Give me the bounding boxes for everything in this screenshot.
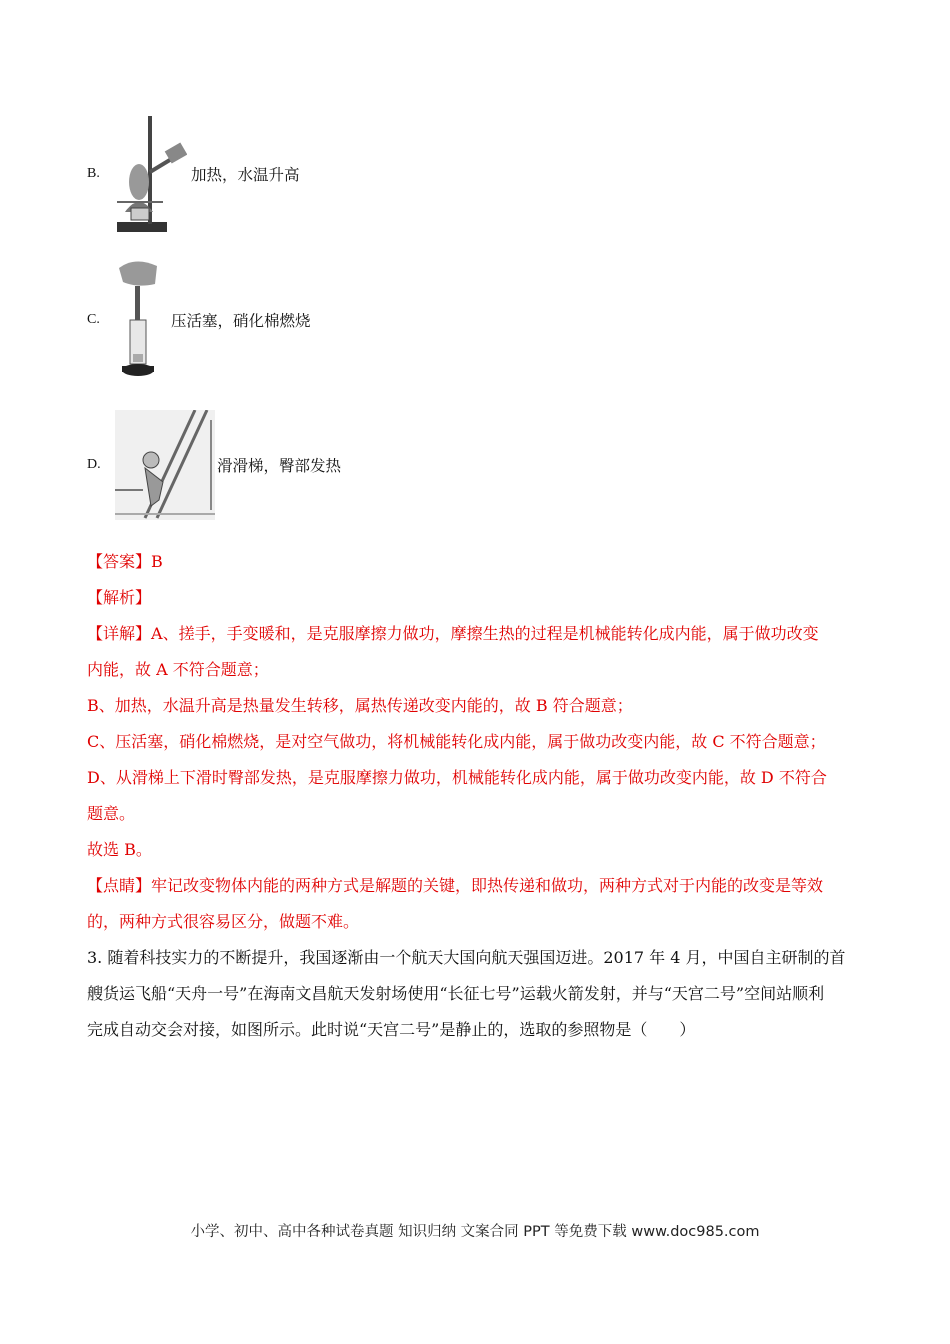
detail-line-6: 题意。 <box>87 804 136 823</box>
option-c-text: 压活塞，硝化棉燃烧 <box>171 312 311 330</box>
answer-tag: 【答案】 <box>87 552 152 571</box>
question3-line-1: 3. 随着科技实力的不断提升，我国逐渐由一个航天大国向航天强国迈进。2017 年 4 月，中国自主研制的首 <box>87 948 846 967</box>
analysis-heading: 【解析】 <box>87 588 152 607</box>
detail-text-1: A、搓手，手变暖和，是克服摩擦力做功，摩擦生热的过程是机械能转化成内能，属于做功改变 <box>151 624 819 643</box>
detail-line-3: B、加热，水温升高是热量发生转移，属热传递改变内能的，故 B 符合题意； <box>87 696 633 715</box>
question3-line-2: 艘货运飞船“天舟一号”在海南文昌航天发射场使用“长征七号”运载火箭发射，并与“天宫二号”空间站顺利 <box>87 984 825 1003</box>
option-b-text: 加热，水温升高 <box>191 166 300 184</box>
option-b-letter: B. <box>87 166 100 181</box>
answer-value: B <box>151 552 163 571</box>
option-b <box>87 112 300 236</box>
detail-line-2: 内能，故 A 不符合题意； <box>87 660 269 679</box>
question3-line-3: 完成自动交会对接，如图所示。此时说“天宫二号”是静止的，选取的参照物是（ ） <box>87 1020 696 1039</box>
detail-conclusion: 故选 B。 <box>87 840 152 859</box>
piston-cylinder-image <box>115 258 161 382</box>
detail-line-5: D、从滑梯上下滑时臀部发热，是克服摩擦力做功，机械能转化成内能，属于做功改变内能，故 D 不符合 <box>87 768 827 787</box>
option-d-letter: D. <box>87 457 101 472</box>
option-c <box>87 258 311 382</box>
slide-image <box>115 410 215 520</box>
option-d <box>87 410 341 520</box>
option-c-letter: C. <box>87 312 100 327</box>
option-d-text: 滑滑梯，臀部发热 <box>217 457 342 475</box>
comment-text-1: 牢记改变物体内能的两种方式是解题的关键，即热传递和做功，两种方式对于内能的改变是等效 <box>151 876 824 895</box>
comment-line-2: 的，两种方式很容易区分，做题不难。 <box>87 912 360 931</box>
detail-line-1 <box>87 616 867 652</box>
comment-tag: 【点睛】 <box>87 876 152 895</box>
detail-line-4: C、压活塞，硝化棉燃烧，是对空气做功，将机械能转化成内能，属于做功改变内能，故 C 不符合题意； <box>87 732 826 751</box>
detail-tag: 【详解】 <box>87 624 152 643</box>
heating-apparatus-image <box>115 112 187 236</box>
answer-line <box>87 544 867 580</box>
page-footer: 小学、初中、高中各种试卷真题 知识归纳 文案合同 PPT 等免费下载 www.doc985.com <box>190 1224 760 1240</box>
comment-line-1 <box>87 868 867 904</box>
